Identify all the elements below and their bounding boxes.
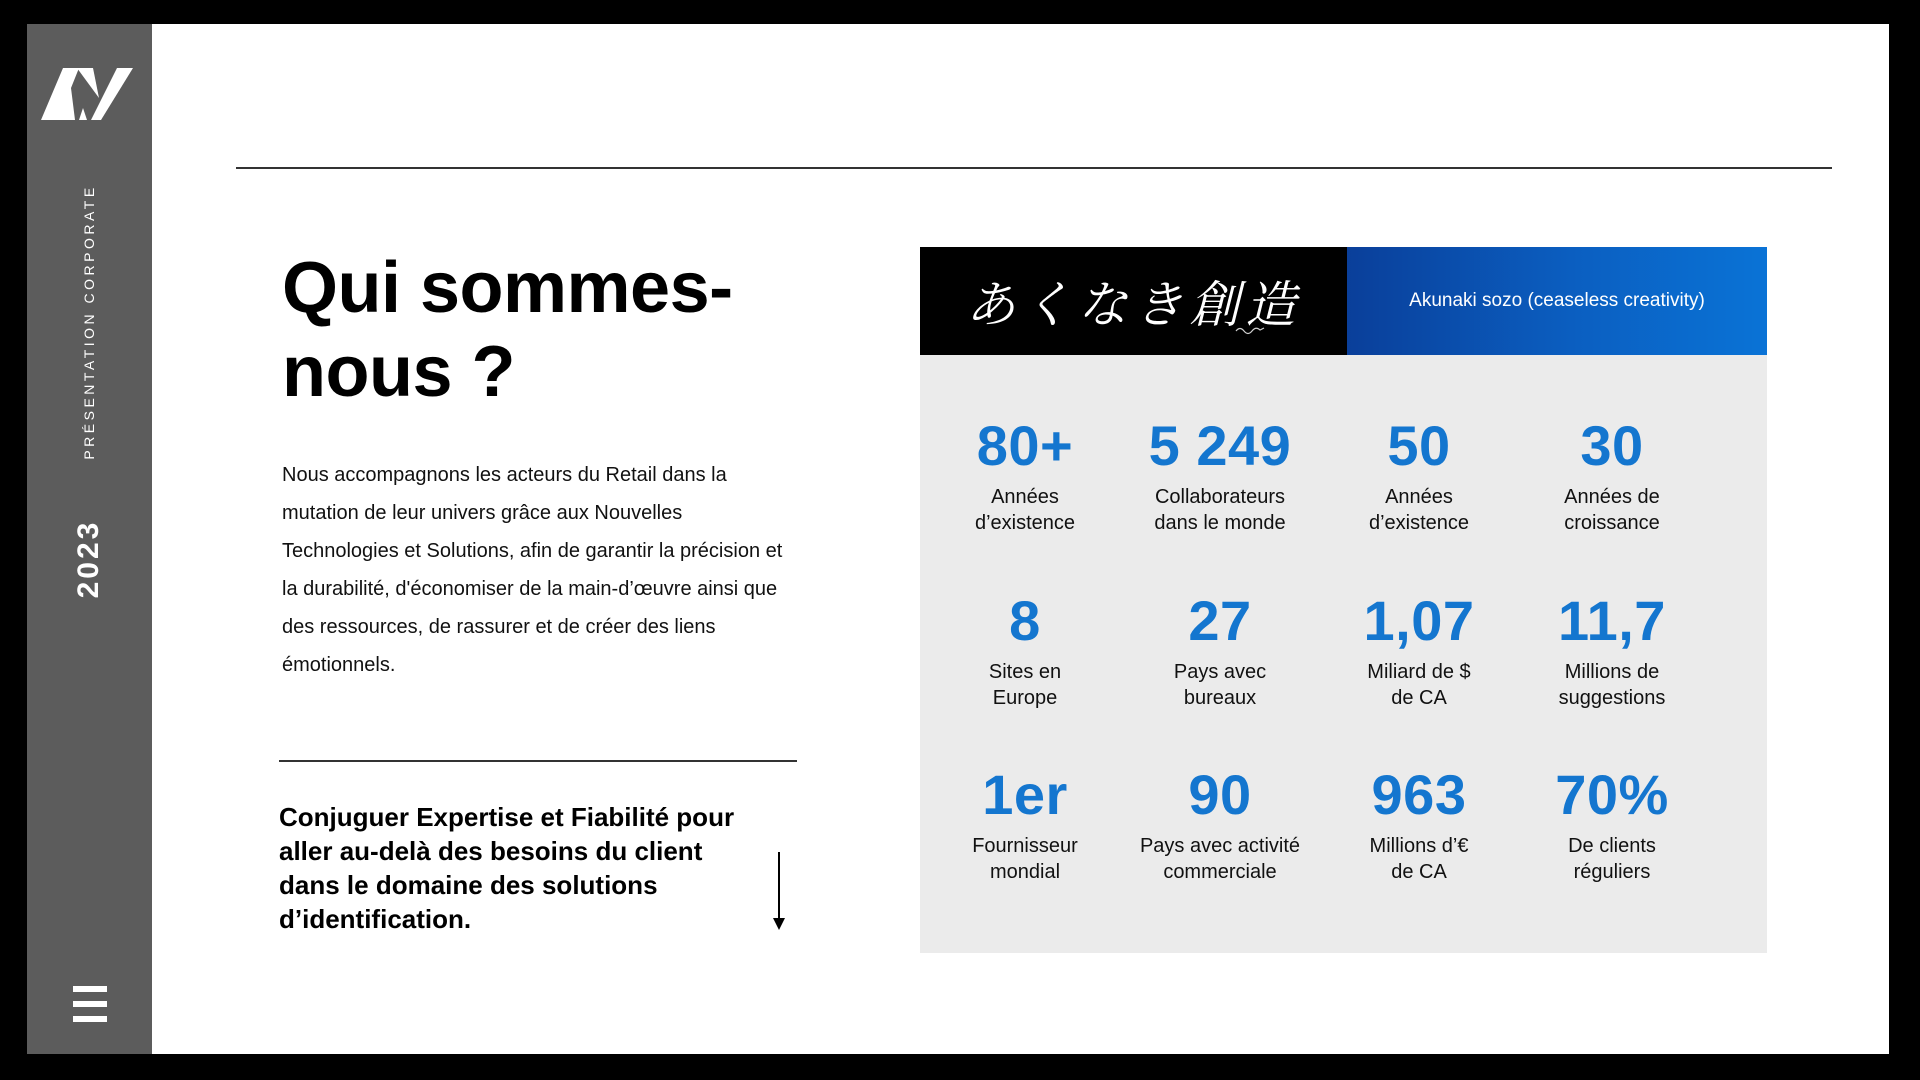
stat-value: 27 (1188, 589, 1252, 652)
stat-label: Millions d’€ de CA (1369, 835, 1469, 883)
tagline: Conjuguer Expertise et Fiabilité pour aller au-delà des besoins du client dans le domaine des solutions d’identification. (279, 802, 735, 934)
stats-card (920, 247, 1767, 953)
presentation-caption: PRÉSENTATION CORPORATE (81, 184, 97, 460)
stat-value: 70% (1555, 763, 1669, 826)
stat-value: 90 (1188, 763, 1252, 826)
stat-item (925, 414, 1125, 536)
stat-label: Années d’existence (1368, 486, 1470, 534)
stat-label: Années de croissance (1564, 486, 1660, 534)
stat-item (1319, 414, 1519, 536)
slide (27, 24, 1889, 1054)
stat-value: 1,07 (1363, 589, 1475, 652)
motto-calligraphy (920, 247, 1347, 355)
stat-item (1319, 763, 1519, 885)
stat-item (925, 763, 1125, 885)
stat-value: 30 (1580, 414, 1644, 477)
stat-item (1120, 414, 1320, 536)
stat-label: Miliard de $ de CA (1367, 661, 1471, 709)
stat-item (1512, 763, 1712, 885)
stat-value: 8 (1009, 589, 1041, 652)
stat-label: Pays avec activité commerciale (1139, 835, 1301, 883)
hamburger-menu-icon[interactable] (73, 986, 107, 1026)
sidebar (27, 24, 152, 1054)
calligraphy-signature-icon (1235, 325, 1265, 335)
brand-logo-icon[interactable] (41, 68, 133, 120)
stat-value: 80+ (976, 414, 1074, 477)
stat-value: 1er (982, 763, 1068, 826)
card-header (920, 247, 1767, 355)
stat-item (925, 589, 1125, 711)
motto-translation: Akunaki sozo (ceaseless creativity) (1347, 247, 1767, 355)
intro-paragraph: Nous accompagnons les acteurs du Retail dans la mutation de leur univers grâce aux Nouvelles Technologies et Solutions, afin de garantir la précision et la durabilité, d'économiser de la main-d’œuvre ainsi que des ressources, de rassurer et de créer des liens émotionnels. (282, 464, 783, 676)
stat-label: De clients réguliers (1568, 835, 1656, 883)
stat-value: 50 (1387, 414, 1451, 477)
top-divider (236, 167, 1832, 169)
stat-label: Sites en Europe (988, 661, 1062, 709)
arrow-down-icon[interactable] (771, 852, 787, 932)
section-divider (279, 760, 797, 762)
stat-value: 963 (1371, 763, 1467, 826)
stat-item (1512, 589, 1712, 711)
stat-item (1120, 763, 1320, 885)
presentation-year: 2023 (72, 519, 105, 599)
stat-label: Années d’existence (974, 486, 1076, 534)
stat-item (1120, 589, 1320, 711)
stat-label: Collaborateurs dans le monde (1154, 486, 1286, 534)
stat-value: 5 249 (1148, 414, 1292, 477)
stat-label: Millions de suggestions (1558, 661, 1666, 709)
motto-kanji: あくなき創造 (965, 276, 1302, 334)
stat-label: Pays avec bureaux (1173, 661, 1267, 709)
page-title: Qui sommes-nous ? (282, 248, 733, 412)
stat-label: Fournisseur mondial (972, 835, 1078, 883)
stat-value: 11,7 (1558, 589, 1666, 652)
stat-item (1512, 414, 1712, 536)
stat-item (1319, 589, 1519, 711)
